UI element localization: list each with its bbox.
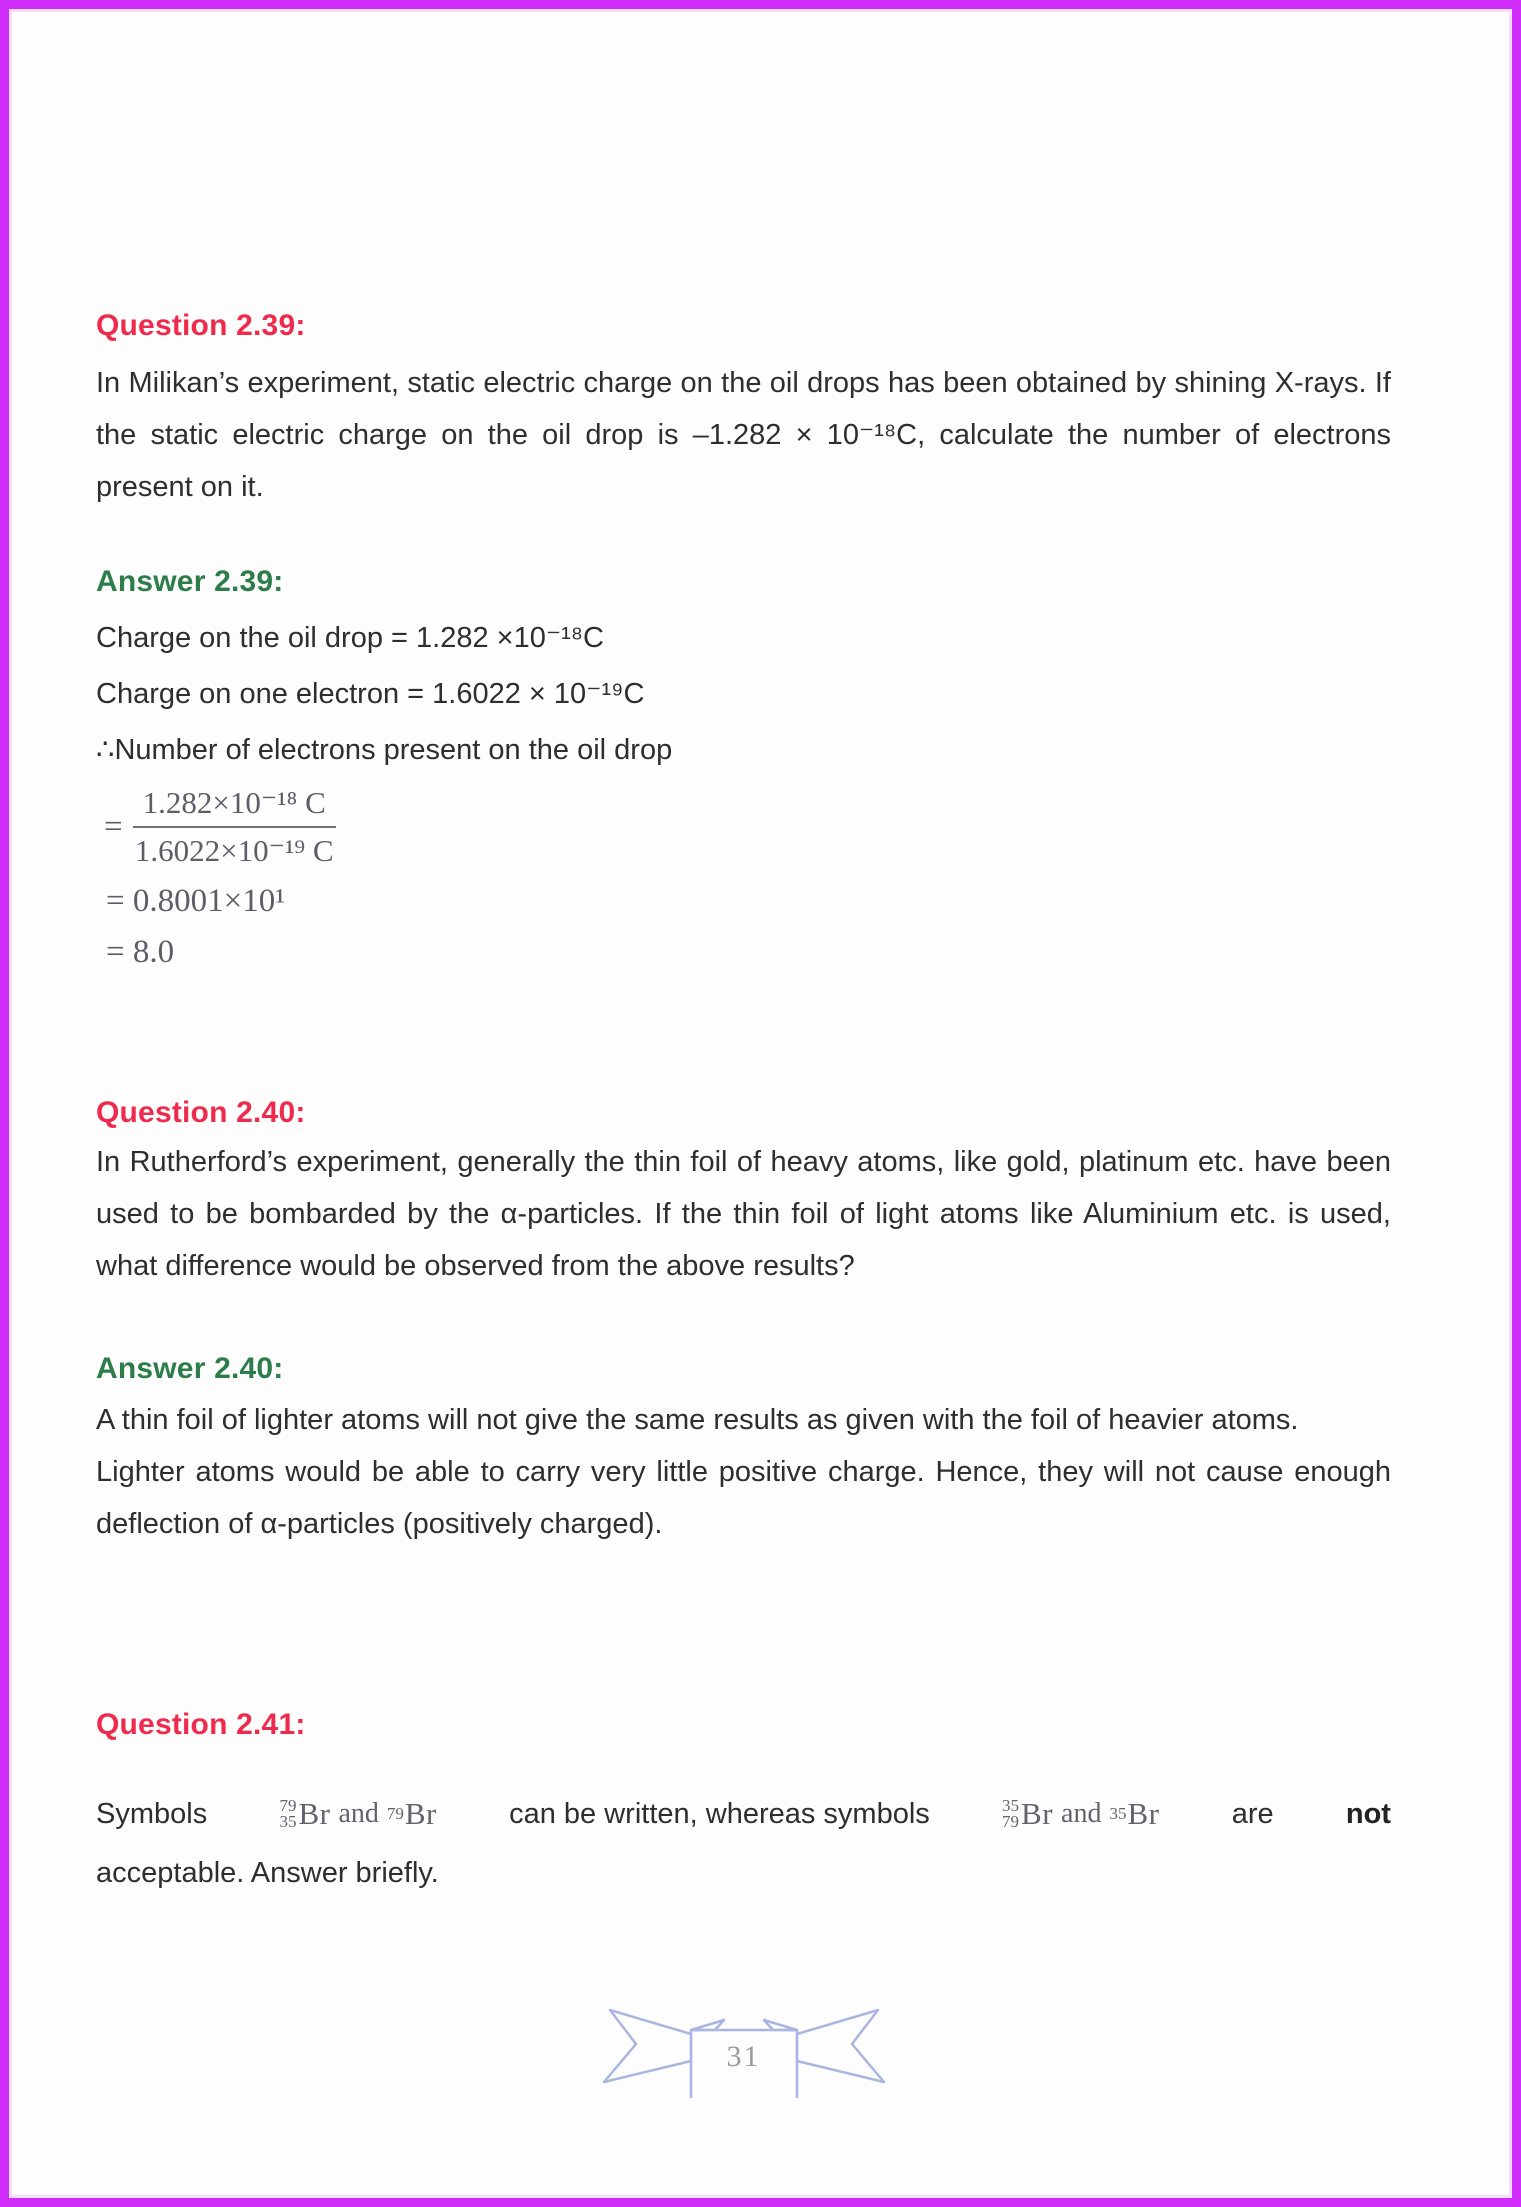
- question-241-line-2: acceptable. Answer briefly.: [96, 1857, 439, 1889]
- fraction-numerator: 1.282×10⁻¹⁸ C: [133, 785, 336, 828]
- isotope-notation-br-79-35: [279, 1796, 436, 1832]
- fraction-denominator: 1.6022×10⁻¹⁹ C: [134, 833, 334, 868]
- question-241-symbols-line: [96, 1796, 1391, 1832]
- atomic-number: 35: [279, 1812, 297, 1831]
- mass-number-superscript: 35: [1109, 1804, 1127, 1823]
- answer-240-heading: Answer 2.40:: [96, 1352, 284, 1385]
- question-241-heading: Question 2.41:: [96, 1708, 306, 1741]
- isotope-stack: [1002, 1798, 1019, 1830]
- formula-step-2: = 0.8001×10¹: [106, 883, 286, 919]
- element-symbol: Br: [298, 1796, 331, 1831]
- question-240-heading: Question 2.40:: [96, 1096, 306, 1129]
- answer-239-line-2: Charge on one electron = 1.6022 × 10⁻¹⁹C: [96, 678, 645, 710]
- atomic-number: 79: [1002, 1812, 1020, 1831]
- mass-number: 79: [279, 1796, 297, 1815]
- connector-and: and: [338, 1798, 379, 1829]
- formula-block: [104, 785, 1391, 971]
- answer-239-line-3: ∴Number of electrons present on the oil drop: [96, 734, 673, 766]
- word-symbols: Symbols: [96, 1797, 208, 1830]
- equals-sign: =: [104, 808, 123, 845]
- answer-239-line-1: Charge on the oil drop = 1.282 ×10⁻¹⁸C: [96, 622, 604, 654]
- page-number-ribbon: [594, 2000, 894, 2100]
- question-239-heading: Question 2.39:: [96, 309, 306, 342]
- footer: [96, 2000, 1391, 2100]
- question-240-text: In Rutherford’s experiment, generally the thin foil of heavy atoms, like gold, platinum etc. have been used to be bombarded by the α-particles. If the thin foil of light atoms like Aluminium etc. is used, what difference would be observed from the above results?: [96, 1146, 1391, 1282]
- fraction-row: [104, 785, 1391, 869]
- answer-240-paragraph-2: Lighter atoms would be able to carry very little positive charge. Hence, they will not cause enough deflection of α-particles (positively charged).: [96, 1456, 1391, 1540]
- word-not-bold: not: [1345, 1797, 1391, 1830]
- word-are: are: [1231, 1797, 1274, 1830]
- isotope-notation-br-35-79: [1002, 1796, 1159, 1832]
- page-number: 31: [726, 2040, 761, 2073]
- question-239-text: In Milikan’s experiment, static electric charge on the oil drops has been obtained by shining X-rays. If the static electric charge on the oil drop is –1.282 × 10⁻¹⁸C, calculate the number of electrons present on it.: [96, 367, 1391, 503]
- element-symbol: Br: [404, 1796, 437, 1831]
- element-symbol: Br: [1021, 1796, 1054, 1831]
- isotope-stack: [279, 1798, 296, 1830]
- page-content: [9, 9, 1512, 2100]
- mass-number-superscript: 79: [386, 1804, 404, 1823]
- element-symbol: Br: [1127, 1796, 1160, 1831]
- answer-239-heading: Answer 2.39:: [96, 565, 284, 598]
- question-241-mid-text: can be written, whereas symbols: [509, 1797, 930, 1830]
- connector-and: and: [1061, 1798, 1102, 1829]
- formula-step-3: = 8.0: [106, 934, 175, 970]
- fraction: [133, 785, 336, 869]
- answer-240-paragraph-1: A thin foil of lighter atoms will not give the same results as given with the foil of heavier atoms.: [96, 1404, 1299, 1436]
- mass-number: 35: [1002, 1796, 1020, 1815]
